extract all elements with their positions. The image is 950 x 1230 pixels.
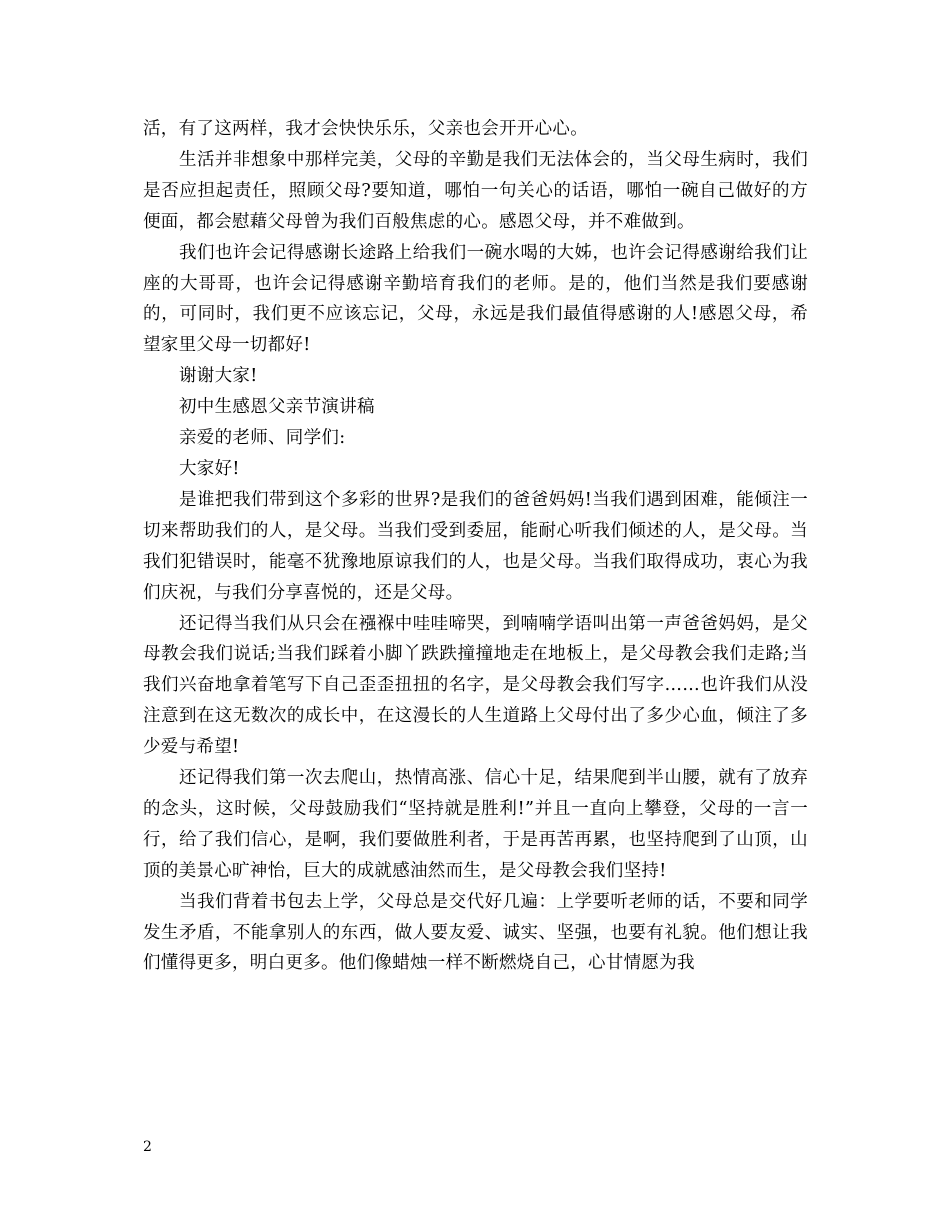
paragraph-1: 活，有了这两样，我才会快快乐乐，父亲也会开开心心。 [143,119,588,139]
paragraph-10: 还记得我们第一次去爬山，热情高涨、信心十足，结果爬到半山腰，就有了放弃的念头，这时候，父母鼓励我们“坚持就是胜利!”并且一直向上攀登，父母的一言一行，给了我们信心，是啊，我们要做胜利者，于是再苦再累，也坚持爬到了山顶，山顶的美景心旷神怡，巨大的成就感油然而生，是父母教会我们坚持! [143,768,808,881]
paragraph-11: 当我们背着书包去上学，父母总是交代好几遍：上学要听老师的话，不要和同学发生矛盾，不能拿别人的东西，做人要友爱、诚实、坚强，也要有礼貌。他们想让我们懂得更多，明白更多。他们像蜡烛一样不断燃烧自己，心甘情愿为我 [143,891,808,974]
salutation: 亲爱的老师、同学们: [179,428,346,449]
paragraph-4: 谢谢大家! [179,366,258,387]
paragraph-2: 生活并非想象中那样完美，父母的辛勤是我们无法体会的，当父母生病时，我们是否应担起责任，照顾父母?要知道，哪怕一句关心的话语，哪怕一碗自己做好的方便面，都会慰藉父母曾为我们百般焦虑的心。感恩父母，并不难做到。 [143,149,808,232]
greeting: 大家好! [179,458,240,479]
section-heading: 初中生感恩父亲节演讲稿 [179,397,375,418]
page-number: 2 [143,1139,152,1155]
paragraph-9: 还记得当我们从只会在襁褓中哇哇啼哭，到喃喃学语叫出第一声爸爸妈妈，是父母教会我们说话;当我们踩着小脚丫跌跌撞撞地走在地板上，是父母教会我们走路;当我们兴奋地拿着笔写下自己歪歪扭扭的名字，是父母教会我们写字……也许我们从没注意到在这无数次的成长中，在这漫长的人生道路上父母付出了多少心血，倾注了多少爱与希望! [143,613,808,758]
paragraph-3: 我们也许会记得感谢长途路上给我们一碗水喝的大姊，也许会记得感谢给我们让座的大哥哥，也许会记得感谢辛勤培育我们的老师。是的，他们当然是我们要感谢的，可同时，我们更不应该忘记，父母，永远是我们最值得感谢的人!感恩父母，希望家里父母一切都好! [143,242,808,356]
paragraph-8: 是谁把我们带到这个多彩的世界?是我们的爸爸妈妈!当我们遇到困难，能倾注一切来帮助我们的人，是父母。当我们受到委屈，能耐心听我们倾述的人，是父母。当我们犯错误时，能毫不犹豫地原谅我们的人，也是父母。当我们取得成功，衷心为我们庆祝，与我们分享喜悦的，还是父母。 [143,489,808,603]
document-body [143,114,808,979]
